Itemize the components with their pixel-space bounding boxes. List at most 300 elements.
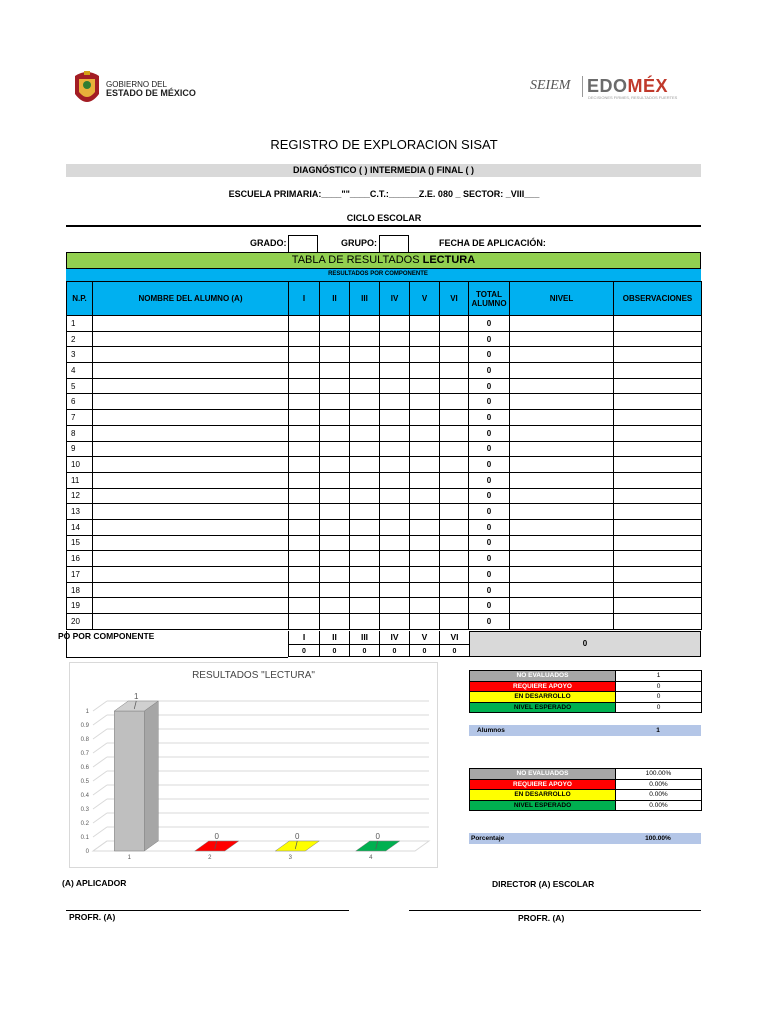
row-total: 0 [469, 567, 510, 583]
comp-5-cell[interactable] [410, 488, 440, 504]
nivel-cell[interactable] [510, 410, 614, 426]
student-name-cell[interactable] [93, 457, 289, 473]
comp-3-cell[interactable] [350, 472, 380, 488]
comp-4-cell[interactable] [380, 551, 410, 567]
comp-5-cell[interactable] [410, 535, 440, 551]
nivel-cell[interactable] [510, 535, 614, 551]
nivel-cell[interactable] [510, 316, 614, 332]
row-number: 9 [67, 441, 93, 457]
observaciones-cell[interactable] [614, 519, 702, 535]
nivel-cell[interactable] [510, 441, 614, 457]
comp-4-cell[interactable] [380, 378, 410, 394]
comp-1-cell[interactable] [289, 410, 320, 426]
y-tick-label: 1 [85, 709, 89, 715]
component-header-bar [66, 269, 701, 281]
comp-3-cell[interactable] [350, 535, 380, 551]
comp-5-cell[interactable] [410, 472, 440, 488]
observaciones-cell[interactable] [614, 551, 702, 567]
comp-1-cell[interactable] [289, 441, 320, 457]
comp-3-cell[interactable] [350, 551, 380, 567]
row-total: 0 [469, 598, 510, 614]
comp-3-cell[interactable] [350, 410, 380, 426]
grid-line [93, 785, 107, 795]
comp-3-cell[interactable] [350, 598, 380, 614]
row-number: 15 [67, 535, 93, 551]
comp-2-cell[interactable] [320, 378, 350, 394]
row-number: 16 [67, 551, 93, 567]
nivel-cell[interactable] [510, 378, 614, 394]
student-name-cell[interactable] [93, 614, 289, 630]
seiem-label: SEIEM [530, 78, 571, 93]
comp-4-cell[interactable] [380, 504, 410, 520]
summary-col-value: 0 [409, 644, 439, 657]
comp-6-cell[interactable] [440, 331, 469, 347]
comp-2-cell[interactable] [320, 316, 350, 332]
observaciones-cell[interactable] [614, 488, 702, 504]
porcentaje-label: Porcentaje [471, 835, 505, 842]
nivel-cell[interactable] [510, 331, 614, 347]
comp-5-cell[interactable] [410, 316, 440, 332]
evaluation-type-bar: DIAGNÓSTICO ( ) INTERMEDIA () FINAL ( ) [66, 164, 701, 177]
col-c1: I [289, 282, 320, 316]
row-total: 0 [469, 331, 510, 347]
comp-3-cell[interactable] [350, 425, 380, 441]
comp-4-cell[interactable] [380, 441, 410, 457]
row-total: 0 [469, 504, 510, 520]
comp-1-cell[interactable] [289, 614, 320, 630]
comp-3-cell[interactable] [350, 457, 380, 473]
comp-1-cell[interactable] [289, 488, 320, 504]
comp-6-cell[interactable] [440, 378, 469, 394]
comp-1-cell[interactable] [289, 582, 320, 598]
nivel-cell[interactable] [510, 347, 614, 363]
comp-6-cell[interactable] [440, 598, 469, 614]
observaciones-cell[interactable] [614, 394, 702, 410]
comp-4-cell[interactable] [380, 316, 410, 332]
table-row [67, 567, 702, 583]
comp-2-cell[interactable] [320, 598, 350, 614]
comp-1-cell[interactable] [289, 394, 320, 410]
grid-line [93, 799, 107, 809]
comp-6-cell[interactable] [440, 394, 469, 410]
data-label: 0 [214, 832, 219, 841]
comp-2-cell[interactable] [320, 567, 350, 583]
comp-2-cell[interactable] [320, 331, 350, 347]
observaciones-cell[interactable] [614, 410, 702, 426]
observaciones-cell[interactable] [614, 378, 702, 394]
student-name-cell[interactable] [93, 363, 289, 379]
observaciones-cell[interactable] [614, 582, 702, 598]
comp-5-cell[interactable] [410, 331, 440, 347]
observaciones-cell[interactable] [614, 457, 702, 473]
y-tick-label: 0.6 [80, 765, 89, 771]
comp-4-cell[interactable] [380, 331, 410, 347]
profr-right: PROFR. (A) [518, 913, 565, 923]
y-tick-label: 0.2 [80, 821, 89, 827]
comp-2-cell[interactable] [320, 488, 350, 504]
row-number: 6 [67, 394, 93, 410]
x-tick-label: 3 [288, 855, 292, 861]
student-name-cell[interactable] [93, 567, 289, 583]
level-value: 100.00% [616, 769, 702, 780]
comp-3-cell[interactable] [350, 394, 380, 410]
comp-3-cell[interactable] [350, 567, 380, 583]
table-row [67, 472, 702, 488]
row-total: 0 [469, 488, 510, 504]
table-row [67, 378, 702, 394]
comp-3-cell[interactable] [350, 331, 380, 347]
grid-line [93, 827, 107, 837]
table-row [67, 457, 702, 473]
row-number: 14 [67, 519, 93, 535]
gobierno-estado-mexico-logo [72, 70, 196, 110]
comp-3-cell[interactable] [350, 378, 380, 394]
row-total: 0 [469, 457, 510, 473]
y-tick-label: 0.7 [80, 751, 89, 757]
comp-6-cell[interactable] [440, 519, 469, 535]
row-total: 0 [469, 551, 510, 567]
comp-2-cell[interactable] [320, 457, 350, 473]
bar-3 [275, 841, 319, 851]
nivel-cell[interactable] [510, 472, 614, 488]
comp-5-cell[interactable] [410, 504, 440, 520]
row-number: 13 [67, 504, 93, 520]
comp-5-cell[interactable] [410, 378, 440, 394]
row-total: 0 [469, 347, 510, 363]
comp-4-cell[interactable] [380, 425, 410, 441]
student-name-cell[interactable] [93, 535, 289, 551]
observaciones-cell[interactable] [614, 347, 702, 363]
col-c5: V [410, 282, 440, 316]
observaciones-cell[interactable] [614, 331, 702, 347]
comp-6-cell[interactable] [440, 551, 469, 567]
grid-line [93, 743, 107, 753]
comp-6-cell[interactable] [440, 441, 469, 457]
comp-4-cell[interactable] [380, 410, 410, 426]
summary-columns [288, 631, 469, 657]
seiem-edomex-logo [530, 76, 700, 100]
student-name-cell[interactable] [93, 347, 289, 363]
comp-5-cell[interactable] [410, 425, 440, 441]
comp-3-cell[interactable] [350, 504, 380, 520]
component-header-label: RESULTADOS POR COMPONENTE [328, 271, 428, 277]
grid-line [93, 715, 107, 725]
student-name-cell[interactable] [93, 551, 289, 567]
data-label: 1 [134, 692, 139, 701]
student-name-cell[interactable] [93, 582, 289, 598]
col-c3: III [350, 282, 380, 316]
table-title-subject: LECTURA [422, 254, 476, 266]
comp-1-cell[interactable] [289, 598, 320, 614]
row-total: 0 [469, 441, 510, 457]
level-row [470, 671, 702, 682]
comp-3-cell[interactable] [350, 488, 380, 504]
comp-6-cell[interactable] [440, 472, 469, 488]
level-label: REQUIERE APOYO [470, 681, 616, 692]
comp-6-cell[interactable] [440, 535, 469, 551]
level-value: 0 [616, 681, 702, 692]
col-c4: IV [380, 282, 410, 316]
y-tick-label: 0.8 [80, 737, 89, 743]
level-value: 0 [616, 702, 702, 713]
comp-1-cell[interactable] [289, 535, 320, 551]
table-row [67, 504, 702, 520]
comp-3-cell[interactable] [350, 519, 380, 535]
row-number: 17 [67, 567, 93, 583]
row-number: 1 [67, 316, 93, 332]
comp-2-cell[interactable] [320, 551, 350, 567]
table-row [67, 425, 702, 441]
comp-2-cell[interactable] [320, 394, 350, 410]
comp-4-cell[interactable] [380, 582, 410, 598]
level-label: EN DESARROLLO [470, 692, 616, 703]
comp-5-cell[interactable] [410, 347, 440, 363]
nivel-cell[interactable] [510, 504, 614, 520]
comp-2-cell[interactable] [320, 441, 350, 457]
comp-6-cell[interactable] [440, 363, 469, 379]
alumnos-bar [469, 725, 701, 736]
comp-4-cell[interactable] [380, 598, 410, 614]
table-row [67, 614, 702, 630]
comp-4-cell[interactable] [380, 519, 410, 535]
comp-5-cell[interactable] [410, 551, 440, 567]
comp-3-cell[interactable] [350, 441, 380, 457]
ciclo-escolar-label: CICLO ESCOLAR [346, 213, 422, 223]
student-name-cell[interactable] [93, 598, 289, 614]
comp-1-cell[interactable] [289, 347, 320, 363]
summary-col-value: 0 [379, 644, 409, 657]
student-name-cell[interactable] [93, 378, 289, 394]
comp-4-cell[interactable] [380, 535, 410, 551]
row-number: 4 [67, 363, 93, 379]
summary-col-label: VI [439, 631, 469, 644]
comp-2-cell[interactable] [320, 425, 350, 441]
table-row [67, 316, 702, 332]
row-number: 10 [67, 457, 93, 473]
observaciones-cell[interactable] [614, 425, 702, 441]
comp-4-cell[interactable] [380, 472, 410, 488]
results-table [66, 281, 702, 630]
comp-3-cell[interactable] [350, 347, 380, 363]
comp-2-cell[interactable] [320, 535, 350, 551]
comp-3-cell[interactable] [350, 316, 380, 332]
nivel-cell[interactable] [510, 394, 614, 410]
row-number: 8 [67, 425, 93, 441]
comp-1-cell[interactable] [289, 363, 320, 379]
nivel-cell[interactable] [510, 488, 614, 504]
table-row [67, 331, 702, 347]
comp-1-cell[interactable] [289, 567, 320, 583]
comp-6-cell[interactable] [440, 504, 469, 520]
comp-6-cell[interactable] [440, 488, 469, 504]
comp-5-cell[interactable] [410, 567, 440, 583]
level-label: REQUIERE APOYO [470, 779, 616, 790]
level-label: NO EVALUADOS [470, 769, 616, 780]
level-row [470, 692, 702, 703]
level-row [470, 702, 702, 713]
comp-1-cell[interactable] [289, 519, 320, 535]
comp-1-cell[interactable] [289, 457, 320, 473]
nivel-cell[interactable] [510, 598, 614, 614]
table-row [67, 535, 702, 551]
comp-5-cell[interactable] [410, 598, 440, 614]
comp-2-cell[interactable] [320, 363, 350, 379]
director-label: DIRECTOR (A) ESCOLAR [492, 879, 595, 889]
observaciones-cell[interactable] [614, 567, 702, 583]
comp-3-cell[interactable] [350, 363, 380, 379]
y-tick-label: 0 [85, 849, 89, 855]
comp-5-cell[interactable] [410, 582, 440, 598]
comp-6-cell[interactable] [440, 347, 469, 363]
chart-title: RESULTADOS "LECTURA" [192, 670, 315, 681]
student-name-cell[interactable] [93, 504, 289, 520]
summary-col-label: II [319, 631, 349, 644]
level-row [470, 681, 702, 692]
comp-6-cell[interactable] [440, 316, 469, 332]
table-row [67, 410, 702, 426]
comp-2-cell[interactable] [320, 582, 350, 598]
student-name-cell[interactable] [93, 394, 289, 410]
comp-4-cell[interactable] [380, 363, 410, 379]
comp-5-cell[interactable] [410, 519, 440, 535]
student-name-cell[interactable] [93, 410, 289, 426]
nivel-cell[interactable] [510, 567, 614, 583]
comp-5-cell[interactable] [410, 457, 440, 473]
nivel-cell[interactable] [510, 551, 614, 567]
grid-line [93, 729, 107, 739]
row-number: 2 [67, 331, 93, 347]
edomex-suffix: MÉX [627, 76, 669, 96]
divider [66, 225, 701, 227]
comp-4-cell[interactable] [380, 614, 410, 630]
row-total: 0 [469, 472, 510, 488]
edomex-wordmark [582, 76, 668, 97]
row-total: 0 [469, 535, 510, 551]
student-name-cell[interactable] [93, 441, 289, 457]
student-name-cell[interactable] [93, 519, 289, 535]
comp-5-cell[interactable] [410, 394, 440, 410]
comp-5-cell[interactable] [410, 441, 440, 457]
nivel-cell[interactable] [510, 582, 614, 598]
col-c6: VI [440, 282, 469, 316]
comp-2-cell[interactable] [320, 410, 350, 426]
y-tick-label: 0.1 [80, 835, 89, 841]
coat-of-arms-icon [72, 70, 102, 108]
bar-2 [195, 841, 239, 851]
student-name-cell[interactable] [93, 331, 289, 347]
comp-1-cell[interactable] [289, 316, 320, 332]
student-name-cell[interactable] [93, 425, 289, 441]
observaciones-cell[interactable] [614, 504, 702, 520]
comp-4-cell[interactable] [380, 567, 410, 583]
level-value: 0 [616, 692, 702, 703]
comp-6-cell[interactable] [440, 410, 469, 426]
col-obs: OBSERVACIONES [614, 282, 702, 316]
summary-col-label: IV [379, 631, 409, 644]
nivel-cell[interactable] [510, 457, 614, 473]
edomex-tagline: DECISIONES FIRMES, RESULTADOS FUERTES [588, 95, 678, 100]
row-total: 0 [469, 410, 510, 426]
level-label: NIVEL ESPERADO [470, 702, 616, 713]
summary-bottom-rule [66, 657, 288, 658]
comp-1-cell[interactable] [289, 504, 320, 520]
row-number: 19 [67, 598, 93, 614]
summary-col-label: III [349, 631, 379, 644]
profr-left: PROFR. (A) [69, 912, 116, 922]
nivel-cell[interactable] [510, 425, 614, 441]
level-percent-table [469, 768, 702, 811]
comp-2-cell[interactable] [320, 519, 350, 535]
table-title [66, 252, 701, 269]
comp-4-cell[interactable] [380, 457, 410, 473]
comp-5-cell[interactable] [410, 410, 440, 426]
comp-1-cell[interactable] [289, 551, 320, 567]
alumnos-value: 1 [656, 727, 660, 734]
y-tick-label: 0.4 [80, 793, 89, 799]
comp-1-cell[interactable] [289, 378, 320, 394]
student-name-cell[interactable] [93, 488, 289, 504]
grid-line [93, 701, 107, 711]
comp-5-cell[interactable] [410, 363, 440, 379]
comp-6-cell[interactable] [440, 425, 469, 441]
nivel-cell[interactable] [510, 519, 614, 535]
comp-1-cell[interactable] [289, 472, 320, 488]
row-number: 20 [67, 614, 93, 630]
row-total: 0 [469, 614, 510, 630]
row-total: 0 [469, 519, 510, 535]
nivel-cell[interactable] [510, 614, 614, 630]
comp-6-cell[interactable] [440, 567, 469, 583]
comp-4-cell[interactable] [380, 394, 410, 410]
nivel-cell[interactable] [510, 363, 614, 379]
row-total: 0 [469, 425, 510, 441]
observaciones-cell[interactable] [614, 316, 702, 332]
comp-6-cell[interactable] [440, 582, 469, 598]
observaciones-cell[interactable] [614, 614, 702, 630]
comp-1-cell[interactable] [289, 331, 320, 347]
data-label: 0 [295, 832, 300, 841]
comp-5-cell[interactable] [410, 614, 440, 630]
comp-2-cell[interactable] [320, 504, 350, 520]
comp-2-cell[interactable] [320, 614, 350, 630]
comp-6-cell[interactable] [440, 614, 469, 630]
comp-2-cell[interactable] [320, 472, 350, 488]
page-title: REGISTRO DE EXPLORACION SISAT [270, 137, 498, 152]
observaciones-cell[interactable] [614, 363, 702, 379]
comp-4-cell[interactable] [380, 347, 410, 363]
comp-6-cell[interactable] [440, 457, 469, 473]
summary-col-value: 0 [319, 644, 349, 657]
col-nombre: NOMBRE DEL ALUMNO (A) [93, 282, 289, 316]
table-row [67, 394, 702, 410]
comp-1-cell[interactable] [289, 425, 320, 441]
summary-col-label: V [409, 631, 439, 644]
signature-line-left [66, 910, 349, 911]
comp-2-cell[interactable] [320, 347, 350, 363]
bar-4 [356, 841, 400, 851]
student-name-cell[interactable] [93, 316, 289, 332]
comp-3-cell[interactable] [350, 614, 380, 630]
student-name-cell[interactable] [93, 472, 289, 488]
comp-4-cell[interactable] [380, 488, 410, 504]
comp-3-cell[interactable] [350, 582, 380, 598]
observaciones-cell[interactable] [614, 472, 702, 488]
summary-col-value: 0 [439, 644, 469, 657]
observaciones-cell[interactable] [614, 441, 702, 457]
grid-line [93, 771, 107, 781]
observaciones-cell[interactable] [614, 598, 702, 614]
observaciones-cell[interactable] [614, 535, 702, 551]
